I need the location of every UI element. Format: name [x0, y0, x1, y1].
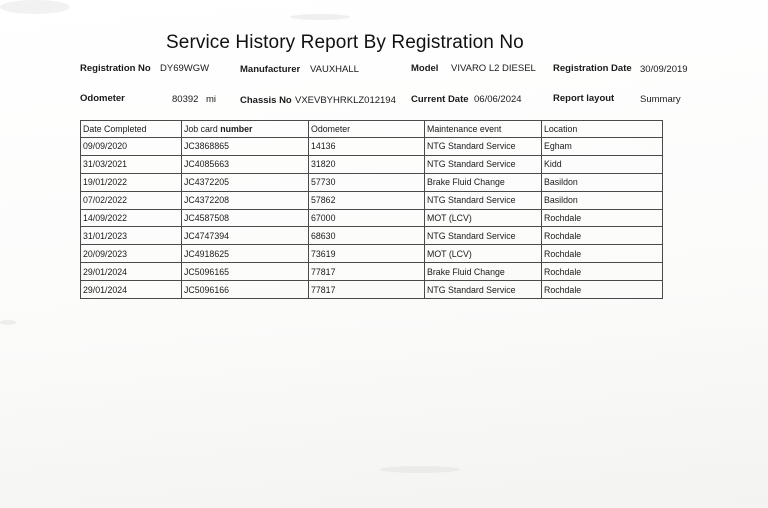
cell-maintenance-event: Brake Fluid Change	[425, 263, 542, 281]
cell-odometer: 77817	[309, 263, 425, 281]
cell-maintenance-event: NTG Standard Service	[425, 227, 542, 245]
registration-date-label: Registration Date	[553, 63, 632, 74]
cell-job-card: JC5096166	[182, 281, 309, 299]
model-label: Model	[411, 63, 439, 74]
cell-odometer: 57862	[309, 191, 425, 209]
table-row	[81, 227, 663, 245]
report-title: Service History Report By Registration No	[166, 32, 524, 53]
cell-date: 07/02/2022	[81, 191, 182, 209]
cell-location: Rochdale	[542, 227, 663, 245]
cell-odometer: 57730	[309, 173, 425, 191]
cell-odometer: 68630	[309, 227, 425, 245]
cell-location: Rochdale	[542, 209, 663, 227]
model-value: VIVARO L2 DIESEL	[451, 63, 536, 74]
scan-smudge	[380, 466, 460, 473]
cell-location: Kidd	[542, 155, 663, 173]
cell-job-card: JC4587508	[182, 209, 309, 227]
cell-job-card: JC4918625	[182, 245, 309, 263]
cell-location: Egham	[542, 138, 663, 156]
chassis-label: Chassis No	[240, 95, 292, 106]
current-date-value: 06/06/2024	[474, 94, 522, 105]
cell-date: 19/01/2022	[81, 173, 182, 191]
cell-odometer: 31820	[309, 155, 425, 173]
cell-location: Rochdale	[542, 281, 663, 299]
cell-job-card: JC4085663	[182, 155, 309, 173]
current-date-label: Current Date	[411, 94, 469, 105]
cell-job-card: JC3868865	[182, 138, 309, 156]
cell-maintenance-event: MOT (LCV)	[425, 209, 542, 227]
scan-smudge	[0, 0, 70, 14]
registration-date-value: 30/09/2019	[640, 64, 688, 75]
cell-date: 20/09/2023	[81, 245, 182, 263]
odometer-value: 80392	[172, 94, 199, 105]
cell-maintenance-event: MOT (LCV)	[425, 245, 542, 263]
table-row	[81, 209, 663, 227]
cell-maintenance-event: NTG Standard Service	[425, 281, 542, 299]
cell-date: 29/01/2024	[81, 263, 182, 281]
report-layout-value: Summary	[640, 94, 681, 105]
cell-maintenance-event: NTG Standard Service	[425, 138, 542, 156]
odometer-unit: mi	[206, 94, 217, 105]
cell-maintenance-event: Brake Fluid Change	[425, 173, 542, 191]
table-row	[81, 191, 663, 209]
cell-maintenance-event: NTG Standard Service	[425, 191, 542, 209]
cell-location: Rochdale	[542, 263, 663, 281]
table-row	[81, 155, 663, 173]
cell-job-card: JC5096165	[182, 263, 309, 281]
cell-date: 31/01/2023	[81, 227, 182, 245]
registration-value: DY69WGW	[160, 63, 210, 74]
col-header-job-card	[182, 121, 309, 138]
registration-label: Registration No	[80, 63, 151, 74]
manufacturer-label: Manufacturer	[240, 64, 301, 75]
cell-odometer: 67000	[309, 209, 425, 227]
cell-location: Basildon	[542, 173, 663, 191]
cell-date: 14/09/2022	[81, 209, 182, 227]
table-row	[81, 263, 663, 281]
cell-odometer: 73619	[309, 245, 425, 263]
scan-smudge	[0, 320, 16, 325]
cell-job-card: JC4372205	[182, 173, 309, 191]
cell-date: 09/09/2020	[81, 138, 182, 156]
manufacturer-value: VAUXHALL	[310, 64, 359, 75]
cell-odometer: 77817	[309, 281, 425, 299]
col-header-job-card-suffix: number	[220, 124, 253, 134]
table-header-row	[81, 121, 663, 138]
table-row	[81, 173, 663, 191]
table-row	[81, 245, 663, 263]
cell-maintenance-event: NTG Standard Service	[425, 155, 542, 173]
col-header-job-card-prefix: Job card	[184, 124, 218, 134]
cell-date: 31/03/2021	[81, 155, 182, 173]
cell-job-card: JC4372208	[182, 191, 309, 209]
cell-odometer: 14136	[309, 138, 425, 156]
odometer-label: Odometer	[80, 93, 125, 104]
service-history-table	[80, 120, 663, 299]
table-row	[81, 281, 663, 299]
cell-location: Rochdale	[542, 245, 663, 263]
scan-smudge	[290, 14, 350, 20]
col-header-odometer: Odometer	[309, 121, 425, 138]
cell-date: 29/01/2024	[81, 281, 182, 299]
cell-job-card: JC4747394	[182, 227, 309, 245]
cell-location: Basildon	[542, 191, 663, 209]
chassis-value: VXEVBYHRKLZ012194	[295, 95, 396, 106]
col-header-location: Location	[542, 121, 663, 138]
report-layout-label: Report layout	[553, 93, 615, 104]
table-row	[81, 138, 663, 156]
col-header-date: Date Completed	[81, 121, 182, 138]
col-header-event: Maintenance event	[425, 121, 542, 138]
